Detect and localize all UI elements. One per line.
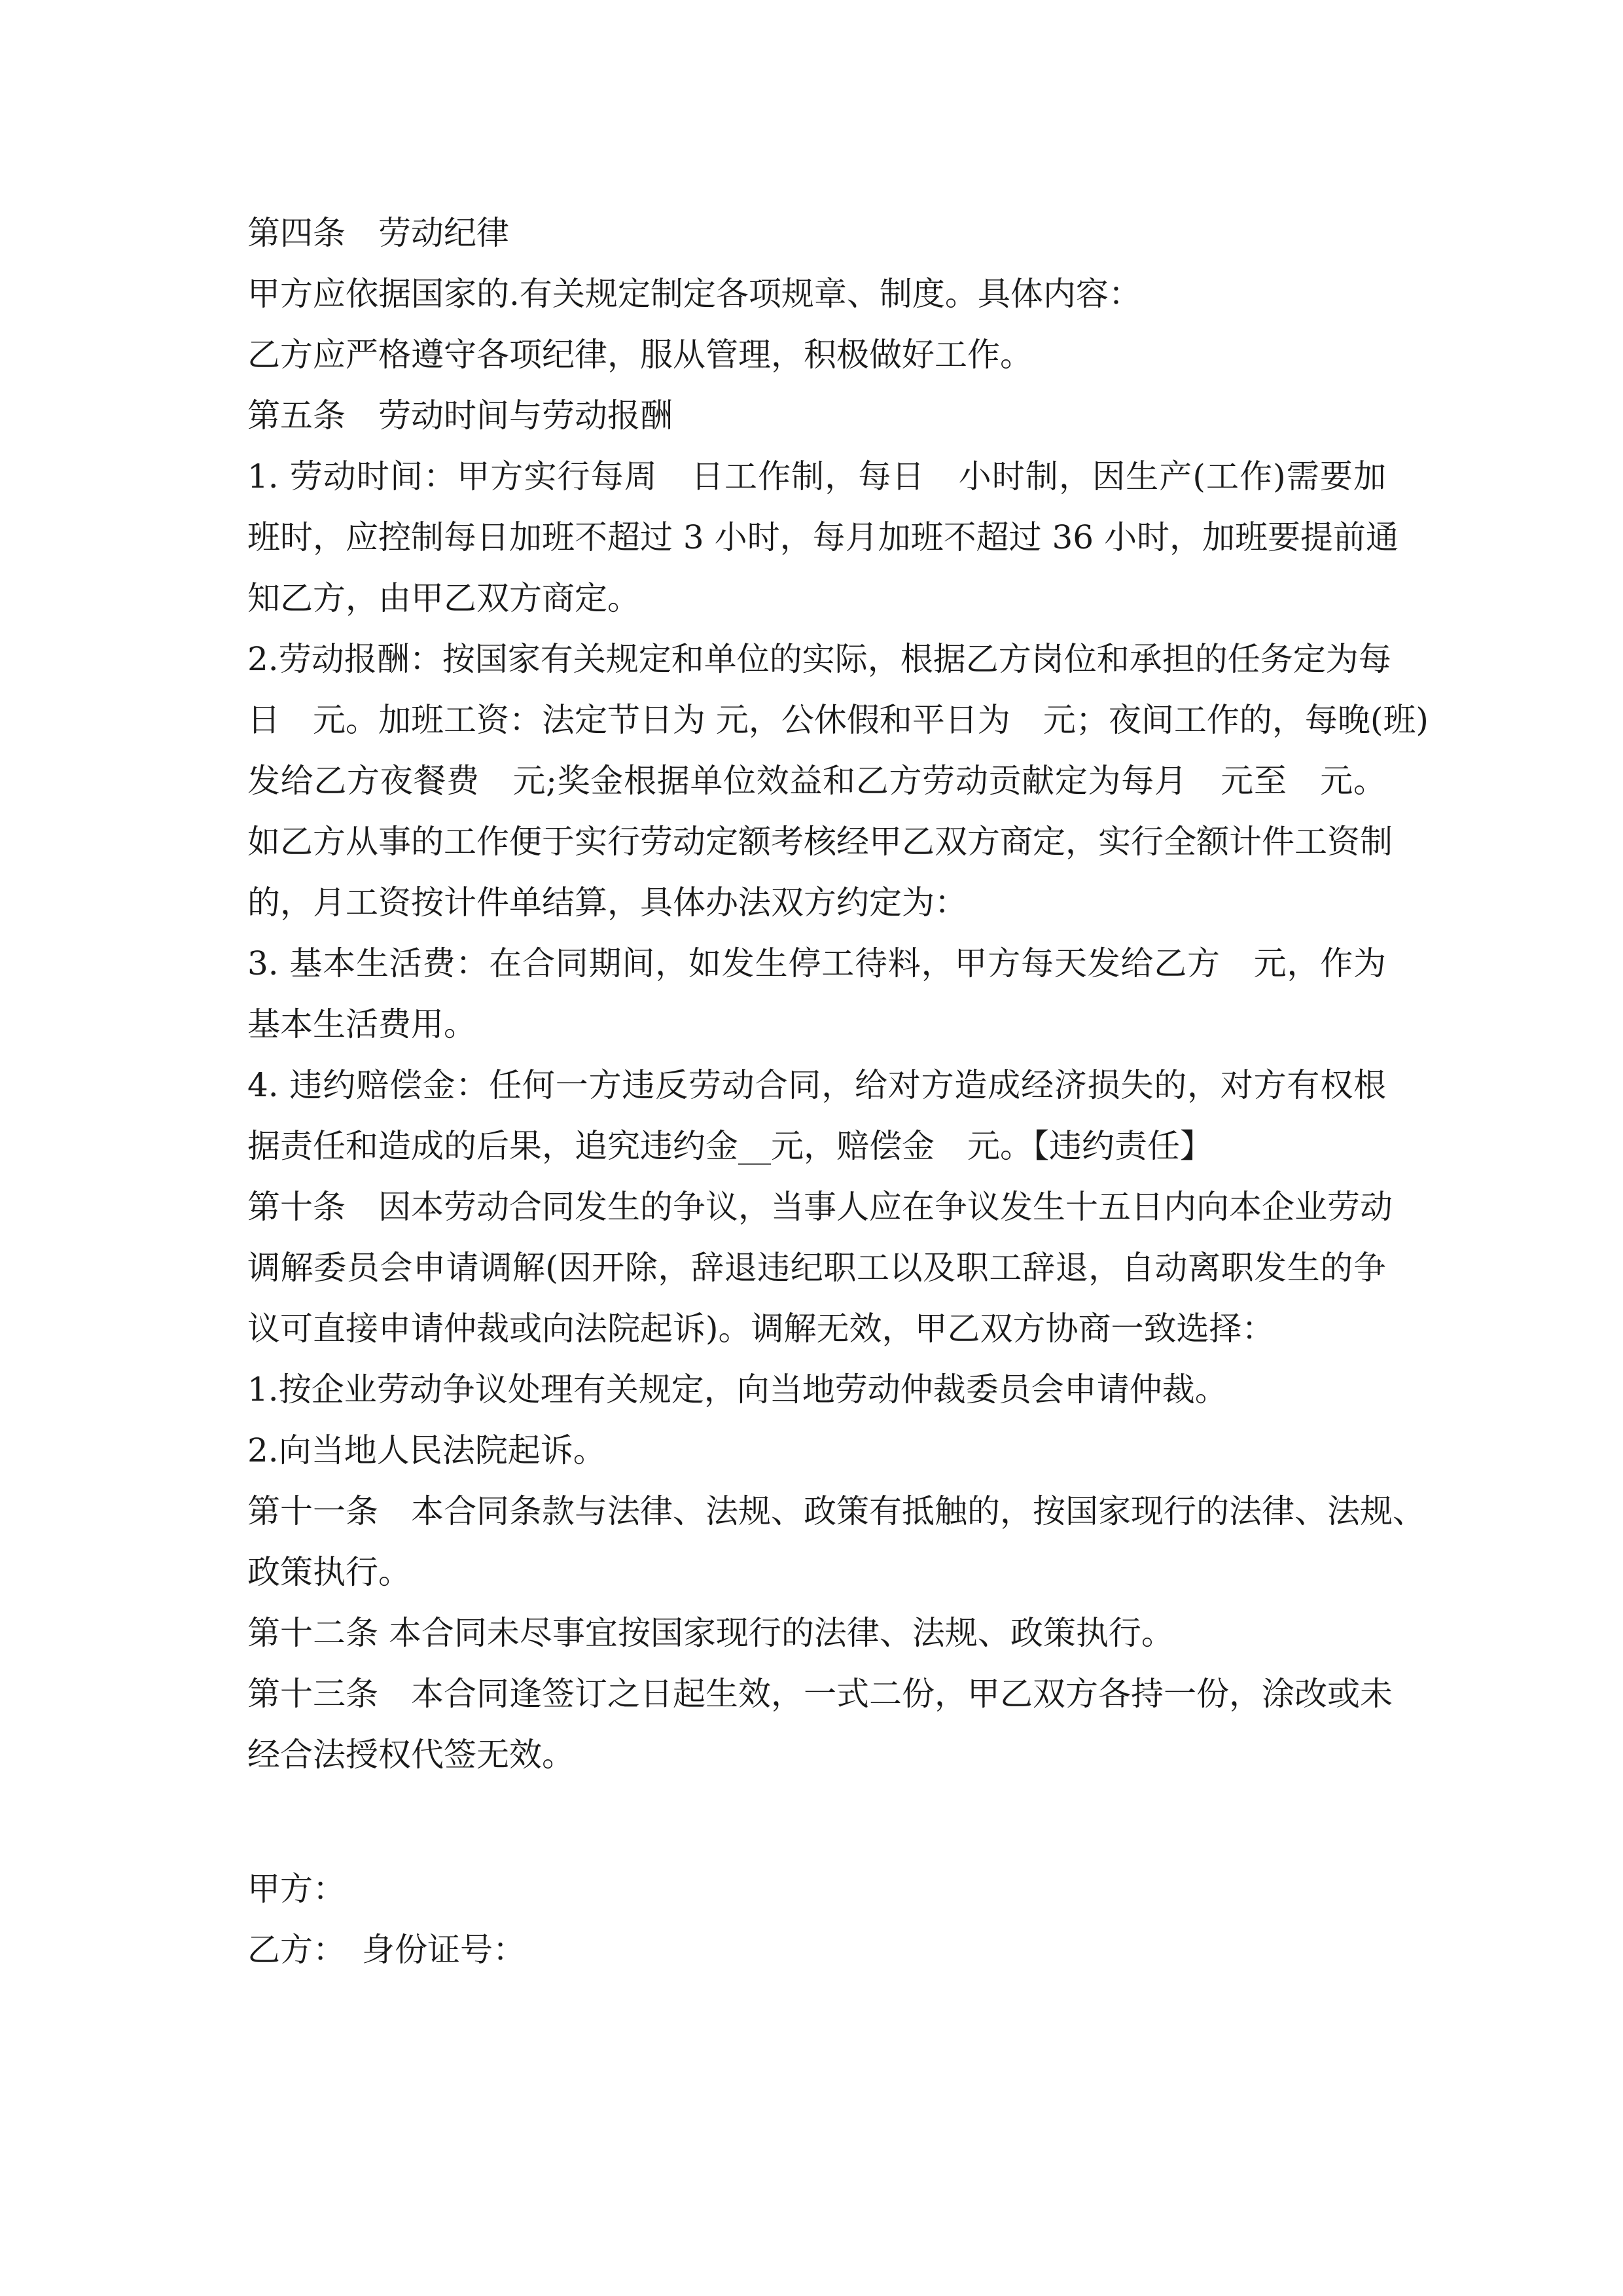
clause-5-item-3-line: 基本生活费用。 — [247, 1005, 476, 1043]
clause-5-item-2-line: 2.劳动报酬：按国家有关规定和单位的实际，根据乙方岗位和承担的任务定为每 — [247, 640, 1391, 678]
clause-5-item-3-line: 3. 基本生活费：在合同期间，如发生停工待料，甲方每天发给乙方 元，作为 — [247, 944, 1386, 982]
clause-13-line: 经合法授权代签无效。 — [247, 1736, 575, 1774]
clause-5-item-4-line: 4. 违约赔偿金：任何一方违反劳动合同，给对方造成经济损失的，对方有权根 — [247, 1066, 1386, 1104]
clause-10-line: 调解委员会申请调解(因开除，辞退违纪职工以及职工辞退，自动离职发生的争 — [247, 1249, 1386, 1287]
clause-4-text-line: 乙方应严格遵守各项纪律，服从管理，积极做好工作。 — [247, 336, 1033, 374]
clause-12-line: 第十二条 本合同未尽事宜按国家现行的法律、法规、政策执行。 — [247, 1614, 1174, 1652]
clause-5-item-2-line: 发给乙方夜餐费 元;奖金根据单位效益和乙方劳动贡献定为每月 元至 元。 — [247, 762, 1386, 800]
clause-10-option-2: 2.向当地人民法院起诉。 — [247, 1431, 606, 1469]
clause-5-item-2-line: 日 元。加班工资：法定节日为 元，公休假和平日为 元；夜间工作的，每晚(班) — [247, 701, 1429, 739]
clause-5-item-4-line: 据责任和造成的后果，追究违约金__元，赔偿金 元。【违约责任】 — [247, 1127, 1213, 1165]
clause-11-line: 政策执行。 — [247, 1553, 411, 1591]
clause-5-item-2-line: 如乙方从事的工作便于实行劳动定额考核经甲乙双方商定，实行全额计件工资制 — [247, 823, 1393, 861]
clause-5-item-1-line: 1. 劳动时间：甲方实行每周 日工作制，每日 小时制，因生产(工作)需要加 — [247, 457, 1386, 495]
clause-10-line: 议可直接申请仲裁或向法院起诉)。调解无效，甲乙双方协商一致选择： — [247, 1310, 1275, 1348]
party-b-signature-label: 乙方： 身份证号： — [247, 1931, 526, 1969]
signature-spacer — [247, 1785, 1386, 1859]
clause-4-heading: 第四条 劳动纪律 — [247, 214, 509, 252]
party-a-signature-label: 甲方： — [247, 1870, 346, 1908]
clause-5-item-1-line: 知乙方，由甲乙双方商定。 — [247, 579, 640, 617]
clause-11-line: 第十一条 本合同条款与法律、法规、政策有抵触的，按国家现行的法律、法规、 — [247, 1492, 1425, 1530]
clause-10-option-1: 1.按企业劳动争议处理有关规定，向当地劳动仲裁委员会申请仲裁。 — [247, 1371, 1228, 1408]
clause-5-item-1-line: 班时，应控制每日加班不超过 3 小时，每月加班不超过 36 小时，加班要提前通 — [247, 518, 1399, 556]
clause-13-line: 第十三条 本合同逢签订之日起生效，一式二份，甲乙双方各持一份，涂改或未 — [247, 1675, 1393, 1713]
clause-4-text-line: 甲方应依据国家的.有关规定制定各项规章、制度。具体内容： — [247, 275, 1141, 313]
clause-5-item-2-line: 的，月工资按计件单结算，具体办法双方约定为： — [247, 884, 967, 922]
contract-body — [247, 203, 1429, 1981]
clause-10-line: 第十条 因本劳动合同发生的争议，当事人应在争议发生十五日内向本企业劳动 — [247, 1188, 1393, 1226]
clause-5-heading: 第五条 劳动时间与劳动报酬 — [247, 397, 673, 435]
